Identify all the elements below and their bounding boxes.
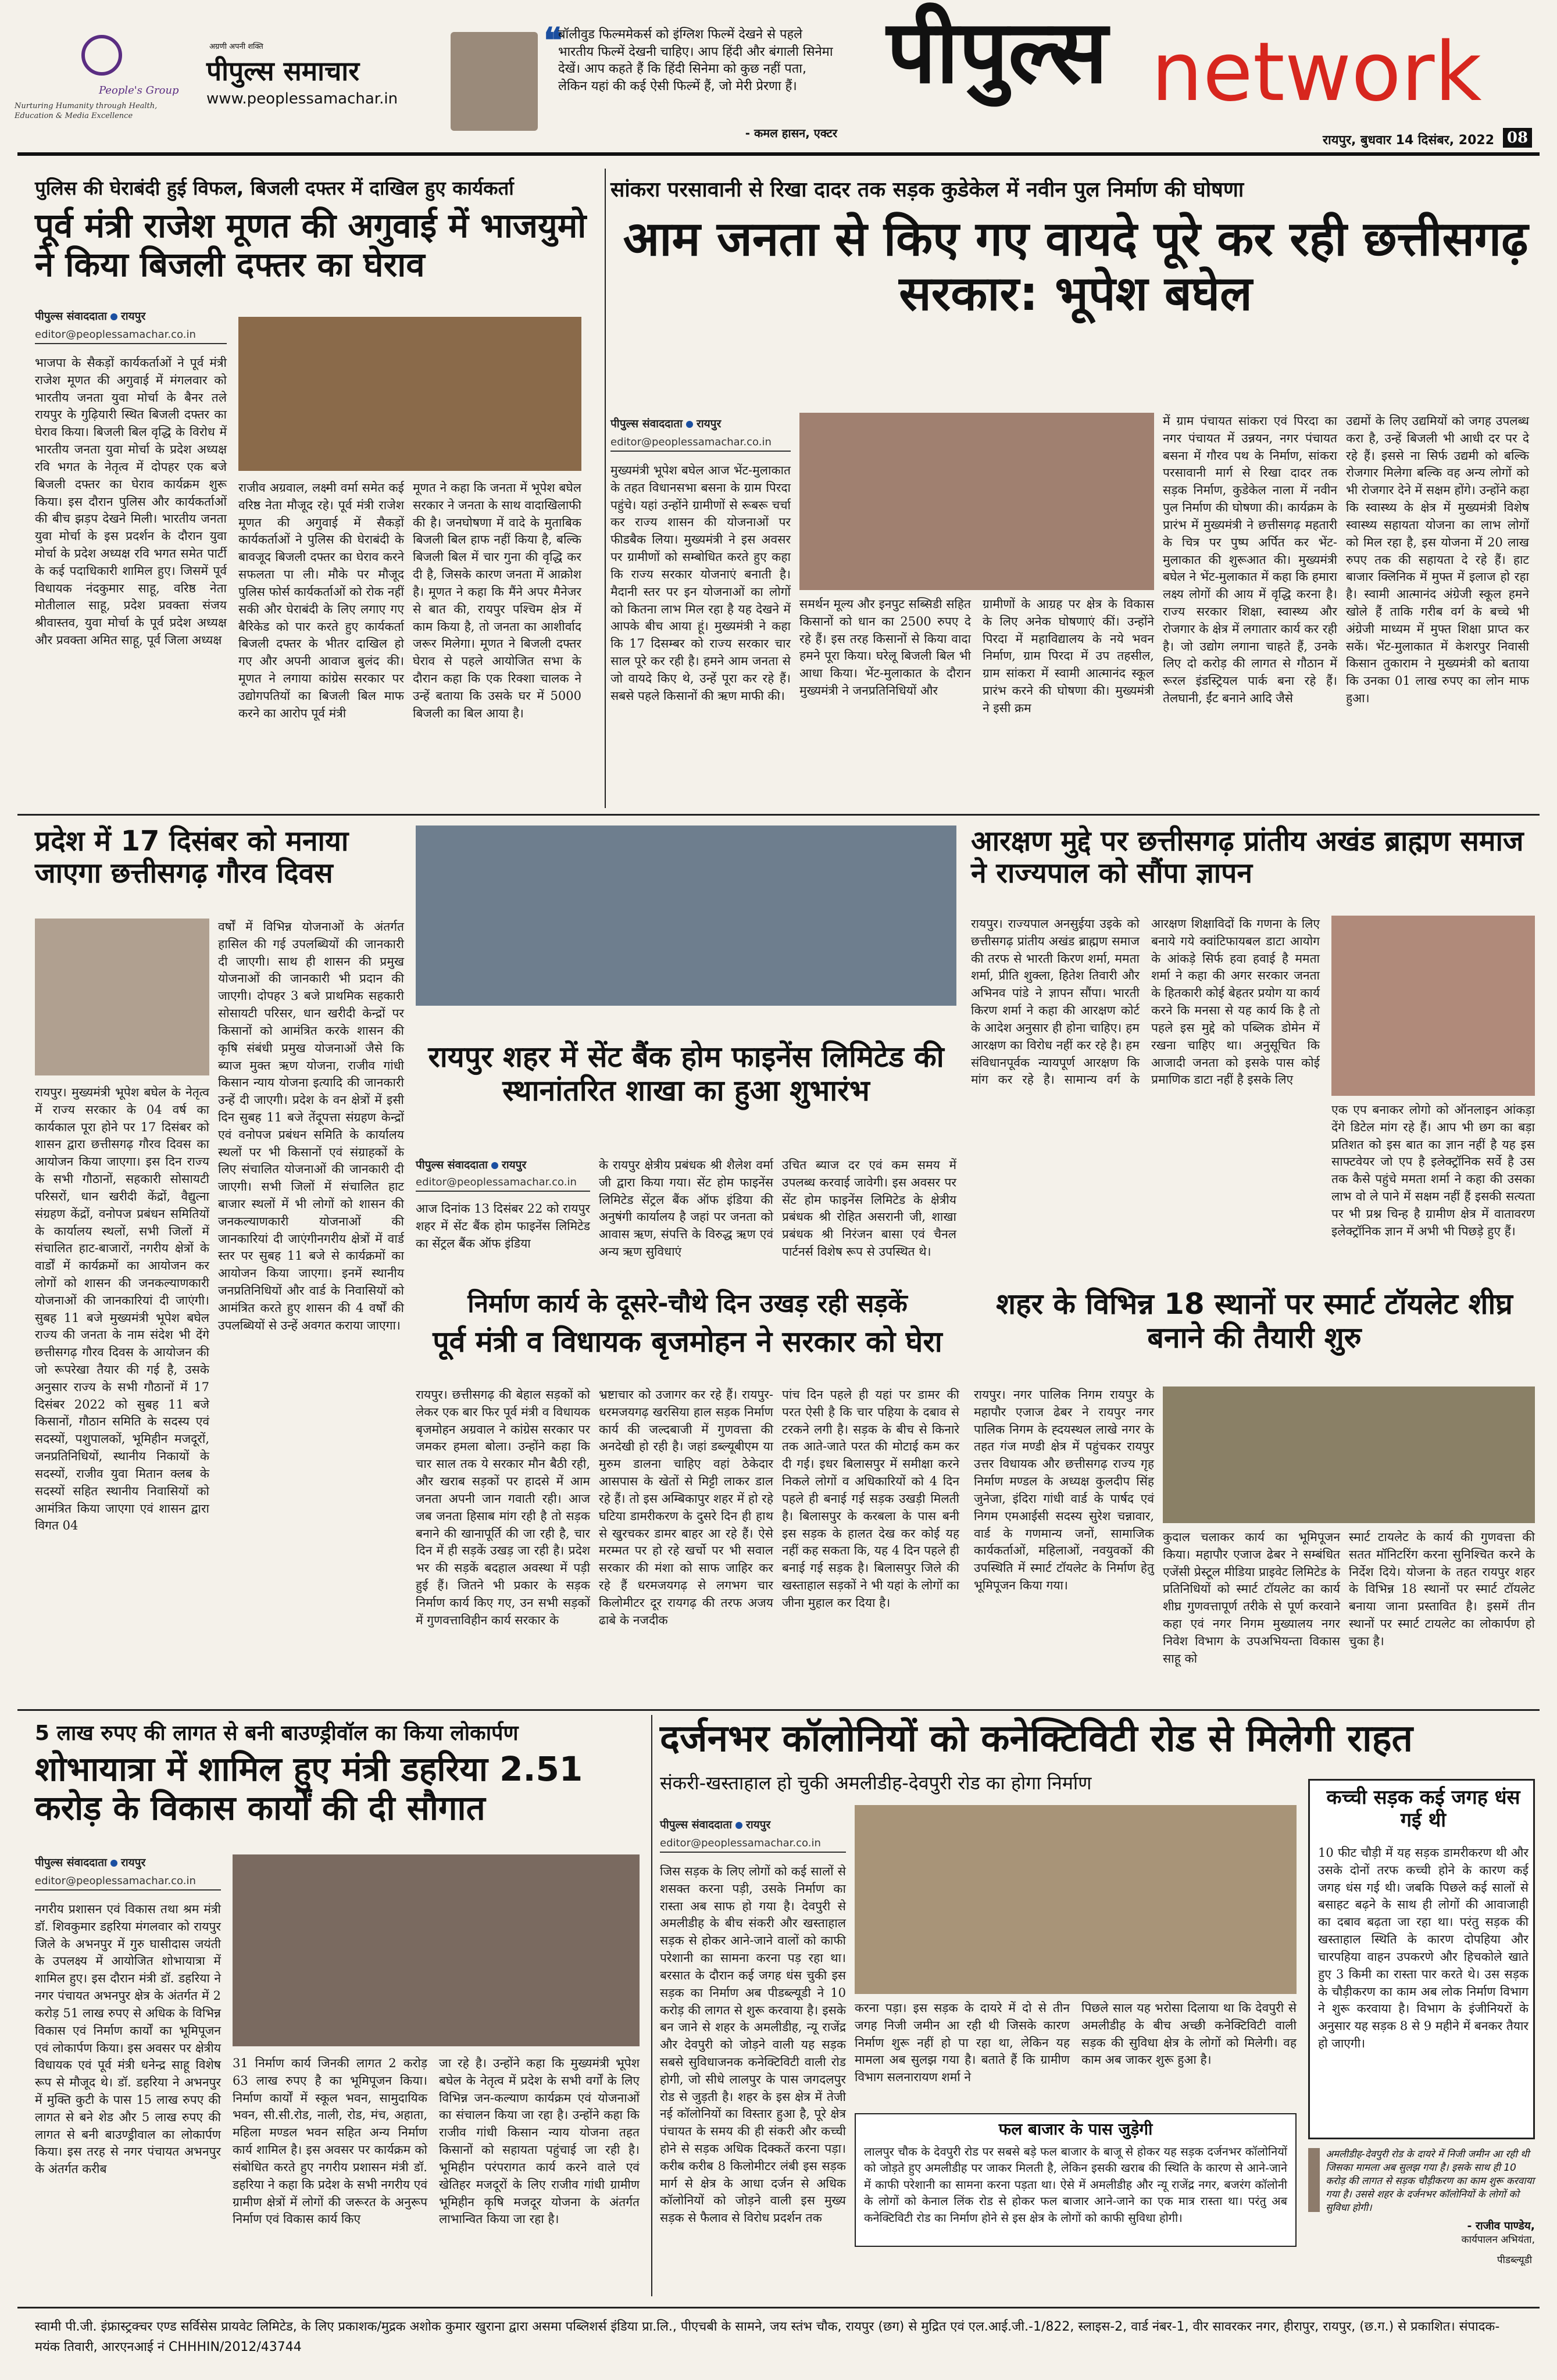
byline-city: रायपुर	[696, 417, 722, 430]
story-broken-roads	[407, 1279, 968, 1709]
byline-city: रायपुर	[501, 1159, 527, 1171]
story-body-3: मूणत ने कहा कि जनता में भूपेश बघेल सरकार ने जनता के साथ वादाखिलाफी की है। जनघोषणा में वादे के मुताबिक बिजली बिल हाफ नहीं किया है, बल्कि बिजली बिल में चार गुना की वृद्धि कर दी है, जिसके कारण जनता में आक्रोश है। मूणत ने कहा कि मैंने अपर मैनेजर से बात की, रायपुर पश्चिम क्षेत्र में काम किया है, तो जनता का आशीर्वाद जरूर मिलेगा। मूणत ने बिजली दफ्तर घेराव से पहले आयोजित सभा के दौरान कहा कि एक रिक्शा चालक ने उन्हें बताया कि उसके घर में 5000 बिजली का बिल आया है।	[413, 481, 581, 720]
byline-name: पीपुल्स संवाददाता	[660, 1818, 732, 1831]
story-body-2: राजीव अग्रवाल, लक्ष्मी वर्मा समेत कई वरिष्ठ नेता मौजूद रहे। पूर्व मंत्री राजेश मूणत की अगुवाई में सैकड़ों कार्यकर्ताओं ने पुलिस की घेराबंदी के बावजूद बिजली दफ्तर का घेराव करने सफलता पा ली। मौके पर मौजूद पुलिस फोर्स कार्यकर्ताओं को रोक नहीं सकी और घेराबंदी के लिए लगाए गए बैरिकेड को पार करते हुए कार्यकर्ता बिजली दफ्तर के भीतर दाखिल हो गए और अपनी आवाज बुलंद की। मूणत ने लगाया कांग्रेस सरकार पर उद्योगपतियों का बिजली बिल माफ करने का आरोप पूर्व मंत्री	[238, 481, 404, 720]
procession-photo	[233, 1854, 640, 2046]
story-headline[interactable]: आम जनता से किए गए वायदे पूरे कर रही छत्तीसगढ़ सरकार: भूपेश बघेल	[623, 212, 1529, 322]
story-bijli-gherao	[17, 163, 599, 814]
story-body-2: 31 निर्माण कार्य जिनकी लागत 2 करोड़ 63 लाख रुपए है का भूमिपूजन किया। निर्माण कार्यों में स्कूल भवन, सामुदायिक भवन, सी.सी.रोड, नाली, रोड, मंच, अहाता, महिला मण्डल भवन सहित अन्य निर्माण कार्य शामिल है। इस अवसर पर कार्यक्रम को संबोधित करते हुए नगरीय प्रशासन मंत्री डॉ. डहरिया ने कहा कि प्रदेश के सभी नगरीय एवं ग्रामीण क्षेत्रों में लोगों की जरूरत के अनुरूप निर्माण एवं विकास कार्य किए	[233, 2056, 427, 2227]
bhoomipujan-photo	[1163, 1386, 1535, 1523]
byline-dot-icon	[491, 1162, 498, 1169]
peoples-group-logo-icon	[81, 35, 122, 76]
official-quote-text: अमलीडीह-देवपुरी रोड के दायरे में निजी जमीन आ रही थी जिसका मामला अब सुलझ गया है। इसके साथ ही 10 करोड़ की लागत से सड़क चौड़ीकरण का काम शुरू करवाया गया है। उससे शहर के दर्जनभर कॉलोनियों के लोगों को सुविधा होगी।	[1326, 2149, 1534, 2214]
story-kicker: पुलिस की घेराबंदी हुई विफल, बिजली दफ्तर में दाखिल हुए कार्यकर्ता	[35, 177, 514, 199]
story-cent-bank	[407, 817, 962, 1276]
story-body-2: कुदाल चलाकर कार्य का भूमिपूजन किया। महापौर एजाज ढेबर ने सम्बंधित एजेंसी प्रेस्टूल मीडिया प्राइवेट लिमिटेड के प्रतिनिधियों को स्मार्ट टॉयलेट का कार्य शीघ्र गुणवत्तापूर्ण तरीके से पूर्ण करवाने कहा एवं नगर निगम मुख्यालय नगर निवेश विभाग के उपअभियन्ता विकास साहू को	[1163, 1530, 1340, 1666]
story-body-3: जा रहे है। उन्होंने कहा कि मुख्यमंत्री भूपेश बघेल के नेतृत्व में प्रदेश के सभी वर्गों के लिए विभिन्न जन-कल्याण कार्यक्रम एवं योजनाओं का संचालन किया जा रहा है। उन्होंने कहा कि राजीव गांधी किसान न्याय योजना तहत किसानों को सहायता पहुंचाई जा रही है। भूमिहीन परंपरागत कार्य करने वाले एवं खेतिहर मजदूरों के लिए राजीव गांधी ग्रामीण भूमिहीन कृषि मजदूर योजना के अंतर्गत लाभान्वित किया जा रहा है।	[439, 2056, 640, 2227]
network-word: network	[1151, 25, 1482, 120]
story-headline[interactable]: शहर के विभिन्न 18 स्थानों पर स्मार्ट टॉयलेट शीघ्र बनाने की तैयारी शुरु	[996, 1287, 1513, 1355]
story-body-5: उद्यमों के लिए उद्यमियों को जगह उपलब्ध करा है, उन्हें बिजली भी आधी दर पर दे रहे हैं। इससे ना सिर्फ उद्यमी को बल्कि रोजगार मिलेगा बल्कि वह अन्य लोगों को भी रोजगार देने में सक्षम होंगे। उन्होंने कहा कि स्वास्थ्य के क्षेत्र में मुख्यमंत्री विशेष स्वास्थ्य सहायता योजना का लाभ लोगों को मिल रहा है, इस योजना में 20 लाख रुपए तक की सहायता दे रहे हैं। हाट बाजार क्लिनिक में मुफ्त में इलाज हो रहा है। स्वामी आत्मानंद अंग्रेजी स्कूल हमने खोले हैं ताकि गरीब वर्ग के बच्चे भी अंग्रेजी माध्यम में मुफ्त शिक्षा प्राप्त कर सकें। भेंट-मुलाकात में केशरपुर निवासी किसान तुकाराम ने मुख्यमंत्री को बताया कि उनका 01 लाख रुपए का लोन माफ हुआ।	[1346, 414, 1529, 705]
official-dept: पीडब्ल्यूडी	[1497, 2254, 1532, 2266]
story-body-4: में ग्राम पंचायत सांकरा एवं पिरदा का नगर पंचायत में उन्नयन, नगर पंचायत बसना में गौरव पथ के निर्माण, सांकरा परसावानी मार्ग से रिखा दादर तक सड़क निर्माण, कुडेकेल नाला में नवीन पुल निर्माण की घोषणा की। कार्यक्रम के प्रारंभ में मुख्यमंत्री ने छत्तीसगढ़ महतारी के चित्र पर पुष्प अर्पित कर भेंट-मुलाकात की शुरूआत की। मुख्यमंत्री बघेल ने भेंट-मुलाकात में कहा कि हमारा लक्ष्य लोगों की आय में वृद्धि करना है। राज्य सरकार शिक्षा, स्वास्थ्य और रोजगार के क्षेत्र में लगातार कार्य कर रही है। जो उद्योग लगाना चाहते हैं, उनके लिए दो करोड़ की लागत से गौठान में रूरल इंडस्ट्रियल पार्क बना रहे हैं। तेलघानी, ईंट बनाने आदि जैसे	[1163, 414, 1337, 705]
quote-mark-icon: ❝	[544, 20, 563, 61]
story-dahariya	[17, 1712, 648, 2305]
story-body-1: भाजपा के सैकड़ों कार्यकर्ताओं ने पूर्व मंत्री राजेश मूणत की अगुवाई में मंगलवार को भारतीय जनता युवा मोर्चा के बैनर तले रायपुर के गुढ़ियारी स्थित बिजली दफ्तर का घेराव किया। बिजली बिल वृद्धि के विरोध में भारतीय जनता युवा मोर्चा के प्रदेश अध्यक्ष रवि भगत के नेतृत्व में दोपहर एक बजे बिजली दफ्तर का घेराव कार्यक्रम शुरू किया। इस दौरान पुलिस और कार्यकर्ताओं की बीच झड़प देखने मिली। भारतीय जनता युवा मोर्चा के इस प्रदर्शन के दौरान युवा मोर्चा के प्रदेश अध्यक्ष रवि भगत समेत पार्टी के कई पदाधिकारी शामिल हुए। जिसमें पूर्व विधायक नंदकुमार साहू, वरिष्ठ नेता मोतीलाल साहू, प्रदेश प्रवक्ता संजय श्रीवास्तव, युवा मोर्चा के पूर्व प्रदेश अध्यक्ष और प्रवक्ता अमित साहू, पूर्व जिला अध्यक्ष	[35, 356, 227, 647]
quote-text: बॉलीवुड फिल्ममेकर्स को इंग्लिश फिल्में देखने से पहले भारतीय फिल्में देखनी चाहिए। आप हिंदी और बंगाली सिनेमा देखें। आप कहते हैं कि हिंदी सिनेमा को कुछ नहीं पता, लेकिन यहां की कई ऐसी फिल्में हैं, जो मेरी प्रेरणा हैं।	[558, 27, 833, 94]
story-headline[interactable]: पूर्व मंत्री व विधायक बृजमोहन ने सरकार को घेरा	[433, 1325, 942, 1359]
network-hindi: पीपुल्स	[887, 2, 1108, 103]
cm-portrait-photo	[35, 919, 209, 1075]
story-body-1: नगरीय प्रशासन एवं विकास तथा श्रम मंत्री डॉ. शिवकुमार डहरिया मंगलवार को रायपुर जिले के अभनपुर में गुरु घासीदास जयंती के उपलक्ष्य में आयोजित शोभायात्रा में शामिल हुए। इस दौरान मंत्री डॉ. डहरिया ने नगर पंचायत अभनपुर क्षेत्र के अंतर्गत में 2 करोड़ 51 लाख रुपए से अधिक के विभिन्न विकास एवं निर्माण कार्यों का भूमिपूजन एवं लोकार्पण किया। इस अवसर पर क्षेत्रीय विधायक एवं पूर्व मंत्री धनेन्द्र साहू विशेष रूप से मौजूद थे। डॉ. डहरिया ने अभनपुर में मुक्ति कुटी के पास 15 लाख रुपए की लागत से बने शेड और 5 लाख रुपए की लागत से बनी बाउण्ड्रीवाल का लोकार्पण किया। इस तरह से नगर पंचायत अभनपुर के अंतर्गत करीब	[35, 1902, 221, 2177]
byline	[610, 416, 791, 431]
section-rule	[17, 1709, 1540, 1711]
story-headline[interactable]: आरक्षण मुद्दे पर छत्तीसगढ़ प्रांतीय अखंड ब्राह्मण समाज ने राज्यपाल को सौंपा ज्ञापन	[971, 825, 1524, 890]
byline-name: पीपुल्स संवाददाता	[35, 310, 107, 323]
governor-memorandum-photo	[1331, 916, 1535, 1096]
story-body-3: पांच दिन पहले ही यहां पर डामर की परत ऐसी है कि चार पहिया के दबाव से टरकने लगी है। सड़क के बीच से किनारे तक आते-जाते परत की मोटाई कम कर दी गई। इधर बिलासपुर में समीक्षा करने निकले लोगों व अधिकारियों को 4 दिन पहले ही बनाई गई सड़क उखड़ी मिलती है। बिलासपुर के करबला के पास बनी इस सड़क के हालत देख कर कोई यह नहीं कह सकता कि, यह 4 दिन पहले ही बनाई गई सड़क है। बिलासपुर जिले की खस्ताहाल सड़कों ने भी यहां के लोगों का जीना मुहाल कर दिया है।	[782, 1388, 959, 1610]
imprint-line: स्वामी पी.जी. इंफ्रास्ट्रक्चर एण्ड सर्विसेस प्रायवेट लिमिटेड, के लिए प्रकाशक/मुद्रक अशोक कुमार खुराना द्वारा असमा पब्लिशर्स इंडिया प्रा.लि., पीएचबी के सामने, जय स्तंभ चौक, रायपुर (छग) से मुद्रित एवं एल.आई.जी.-1/822, स्लाइस-2, वार्ड नंबर-1, वीर सावरकर नगर, हीरापुर, रायपुर, (छ.ग.) से प्रकाशित। संपादक- मयंक तिवारी, आरएनआई नं CHHHIN/2012/43744	[35, 2320, 1500, 2355]
official-name: - राजीव पाण्डेय,	[1467, 2220, 1535, 2232]
sidebar-box	[855, 2113, 1297, 2247]
story-headline[interactable]: दर्जनभर कॉलोनियों को कनेक्टिविटी रोड से मिलेगी राहत	[660, 1717, 1413, 1760]
byline-dot-icon	[110, 1860, 117, 1867]
story-body-3: पिछले साल यह भरोसा दिलाया था कि देवपुरी से अमलीडीह के बीच अच्छी कनेक्टिविटी वाली सड़क की सुविधा क्षेत्र के लोगों को मिलेगी। वह काम अब जाकर शुरू हुआ है।	[1081, 2001, 1297, 2067]
info-box	[1308, 1779, 1535, 2139]
masthead-small-top: अग्रणी अपनी शक्ति	[209, 42, 263, 51]
official-photo	[1308, 2148, 1320, 2212]
story-body-3: स्मार्ट टायलेट के कार्य की गुणवत्ता की सतत मॉनिटरिंग करना सुनिश्चित करने के निर्देश दिये। योजना के तहत रायपुर शहर के विभिन्न 18 स्थानों पर स्मार्ट टॉयलेट बनाया जाना प्रस्तावित है। इसमें तीन स्थानों पर स्मार्ट टायलेट का लोकार्पण हो चुका है।	[1349, 1530, 1535, 1648]
email[interactable]: editor@peoplessamachar.co.in	[35, 328, 227, 344]
byline-city: रायपुर	[120, 310, 146, 323]
byline-city: रायपुर	[745, 1818, 771, 1831]
paper-name: पीपुल्स समाचार	[206, 55, 360, 87]
info-box-title: कच्ची सड़क कई जगह धंस गई थी	[1326, 1786, 1520, 1832]
byline-dot-icon	[686, 421, 693, 428]
section-rule	[17, 814, 1540, 816]
story-body-2: एक एप बनाकर लोगो को ऑनलाइन आंकड़ा देंगे डिटेल मांग रहे हैं। आप भी छग का बड़ा प्रतिशत को इस बात का ज्ञान नहीं है यह इस साफ्टवेयर जो एप है इलेक्ट्रॉनिक सर्वे है उस तक कैसे पहुंचे ममता शर्मा ने कहा की उसका लाभ वो ले पाने में सक्षम नहीं हैं इसकी सत्यता पर भी प्रश्न चिन्ह है ग्रामीण क्षेत्र में वातावरण इलेक्ट्रॉनिक ज्ञान में अभी भी पिछड़े हुए हैं।	[1331, 1103, 1535, 1238]
email[interactable]: editor@peoplessamachar.co.in	[660, 1837, 846, 1853]
website[interactable]: www.peoplessamachar.in	[206, 90, 398, 108]
story-kicker: 5 लाख रुपए की लागत से बनी बाउण्ड्रीवॉल का किया लोकार्पण	[35, 1721, 519, 1745]
story-body-1: रायपुर। नगर पालिक निगम रायपुर के महापौर एजाज ढेबर ने रायपुर नगर पालिक निगम के ह्दयस्थल लाखे नगर के तहत गंज मण्डी क्षेत्र में पहुंचकर रायपुर उत्तर विधायक और छत्तीसगढ़ राज्य गृह निर्माण मण्डल के अध्यक्ष कुलदीप सिंह जुनेजा, इंदिरा गांधी वार्ड के पार्षद एवं निगम एमआईसी सदस्य सुरेश चन्नावार, वार्ड के गणमान्य जनों, सामाजिक कार्यकर्ताओं, महिलाओं, नवयुवकों की उपस्थिति में स्मार्ट टॉयलेट के निर्माण हेतु भूमिपूजन किया गया।	[974, 1388, 1154, 1592]
bank-inauguration-photo	[416, 826, 956, 1006]
official-role: कार्यपालन अभियंता,	[1461, 2234, 1535, 2246]
byline-name: पीपुल्स संवाददाता	[416, 1159, 488, 1171]
story-headline[interactable]: पूर्व मंत्री राजेश मूणत की अगुवाई में भाजयुमो ने किया बिजली दफ्तर का घेराव	[35, 206, 587, 284]
story-brahmin-samaj	[965, 817, 1541, 1276]
email[interactable]: editor@peoplessamachar.co.in	[610, 436, 791, 452]
story-cm-pirda	[610, 163, 1541, 814]
byline-city: रायपुर	[120, 1856, 146, 1869]
story-body-3: ग्रामीणों के आग्रह पर क्षेत्र के विकास के लिए अनेक घोषणाएं कीं। उन्होंने पिरदा में महाविद्यालय के नये भवन निर्माण, ग्राम पिरदा में उप तहसील, ग्राम सांकरा में स्वामी आत्मानंद स्कूल प्रारंभ करने की घोषणा की। मुख्यमंत्री ने इसी क्रम	[983, 597, 1154, 715]
byline	[660, 1817, 846, 1832]
column-divider	[605, 169, 606, 808]
story-headline[interactable]: शोभायात्रा में शामिल हुए मंत्री डहरिया 2.51 करोड़ के विकास कार्यों की दी सौगात	[35, 1749, 583, 1828]
story-kicker: निर्माण कार्य के दूसरे-चौथे दिन उखड़ रही सड़कें	[467, 1289, 908, 1318]
page-number: 08	[1503, 128, 1532, 148]
byline-dot-icon	[735, 1822, 742, 1829]
group-tag: People's Group	[99, 84, 179, 97]
masthead	[0, 0, 1557, 151]
column-divider	[651, 1715, 652, 2296]
story-body-2: वर्षों में विभिन्न योजनाओं के अंतर्गत हासिल की गई उपलब्धियों की जानकारी दी जाएगी। साथ ही शासन की प्रमुख योजनाओं की जानकारी भी प्रदान की जाएगी। दोपहर 3 बजे प्राथमिक सहकारी सोसायटी परिसर, धान खरीदी केन्द्रों पर किसानों को आमंत्रित करके शासन की कृषि संबंधी प्रमुख योजनाओं जैसे कि ब्याज मुक्त ऋण योजना, राजीव गांधी किसान न्याय योजना इत्यादि की जानकारी उन्हें दी जाएगी। प्रदेश के वन क्षेत्रों में इसी दिन सुबह 11 बजे तेंदूपत्ता संग्रहण केन्द्रों एवं वनोपज प्रबंधन समिति के कार्यालय स्थलों पर भी किसानों एवं संग्राहकों के लिए संचालित योजनाओं की जानकारी दी जाएगी। सभी जिलों में संचालित हाट बाजार स्थलों में भी लोगों को शासन की जनकल्याणकारी योजनाओं की जानकारियां दी जाएंगीनगरीय क्षेत्रों में वार्ड स्तर पर सुबह 11 बजे से कार्यक्रमों का आयोजन किया जाएगा। इनमें स्थानीय जनप्रतिनिधियों और वार्ड के निवासियों को आमंत्रित करते हुए शासन की 4 वर्षों की उपलब्धियों से उन्हें अवगत कराया जाएगा।	[218, 920, 404, 1332]
story-headline[interactable]: प्रदेश में 17 दिसंबर को मनाया जाएगा छत्तीसगढ़ गौरव दिवस	[35, 825, 349, 890]
author-portrait	[451, 32, 538, 131]
email[interactable]: editor@peoplessamachar.co.in	[35, 1875, 221, 1891]
cm-meeting-photo	[799, 413, 1154, 590]
story-gaurav-diwas	[17, 817, 407, 1706]
story-body-2: समर्थन मूल्य और इनपुट सब्सिडी सहित किसानों को धान का 2500 रुपए दे रहे हैं। इस तरह किसानों से किया वादा हमने पूरा किया। घरेलू बिजली बिल भी आधा किया। भेंट-मुलाकात के दौरान मुख्यमंत्री ने जनप्रतिनिधियों और	[799, 597, 971, 698]
byline	[35, 1854, 221, 1870]
story-body-2: भ्रष्टाचार को उजागर कर रहे हैं। रायपुर-धरमजयगढ़ खरसिया हाल सड़क निर्माण कार्य की जल्दबाजी में गुणवत्ता की अनदेखी हो रही है। जहां डब्ल्यूबीएम या मुरुम डालना चाहिए वहां ठेकेदार आसपास के खेतों से मिट्टी लाकर डाल रहे हैं। तो इस अम्बिकापुर शहर में हो रहे घटिया डामरीकरण के दुसरे दिन ही हाथ से खुरचकर डामर बाहर आ रहे हैं। ऐसे मरम्मत पर हो रहे खर्चो पर भी सवाल सरकार की मंशा को साफ जाहिर कर रहे हैं धरमजयगढ़ से लगभग चार किलोमीटर दूर रायगढ़ की तरफ अजय ढाबे के नजदीक	[599, 1388, 773, 1627]
story-body-1: रायपुर। मुख्यमंत्री भूपेश बघेल के नेतृत्व में राज्य सरकार के 04 वर्ष का कार्यकाल पूरा होने पर 17 दिसंबर को शासन द्वारा छत्तीसगढ़ गौरव दिवस का आयोजन किया जाएगा। इस दिन राज्य के सभी गौठानों, सहकारी सोसायटी परिसरों, धान खरीदी केंद्रों, वैद्युत्ना संग्रहण केंद्रों, वनोपज प्रबंधन समितियों के कार्यालय स्थलों, सभी जिलों में संचालित हाट-बाजारों, नगरीय क्षेत्रों के वार्डों में कार्यक्रमों का आयोजन कर लोगों को शासन की जनकल्याणकारी योजनाओं की जानकारियां दी जाएंगी। सुबह 11 बजे मुख्यमंत्री भूपेश बघेल राज्य की जनता के नाम संदेश भी देंगे छत्तीसगढ़ गौरव दिवस के आयोजन की जो रूपरेखा तैयार की गई है, उसके अनुसार राज्य के सभी गौठानों में 17 दिसंबर 2022 को सुबह 11 बजे किसानों, गौठान समिति के सदस्य एवं सदस्यों, पशुपालकों, भूमिहीन मजदूरों, जनप्रतिनिधियों, स्थानीय निकायों के सदस्यों, राजीव युवा मितान क्लब के सदस्यों सहित स्थानीय निवासियों को आमंत्रित किया जाएगा एवं शासन द्वारा विगत 04	[35, 1085, 209, 1533]
story-body-1: रायपुर। राज्यपाल अनसुईया उइके को छत्तीसगढ़ प्रांतीय अखंड ब्राह्मण समाज की तरफ से भारती किरण शर्मा, ममता शर्मा, प्रीति शुक्ला, हितेश तिवारी और अभिनव पांडे ने ज्ञापन सौंपा। भारती किरण शर्मा ने कहा की आरक्षण कोर्ट के आदेश अनुसार ही होना चाहिए। हम आरक्षण का विरोध नहीं कर रहे है। हम संविधानपूर्वक न्यायपूर्ण आरक्षण कि मांग कर रहे है। सामान्य वर्ग के आरक्षण शिक्षाविदों कि गणना के लिए बनाये गये क्वांटिफायबल डाटा आयोग के आंकड़े सिर्फ हवा हवाई है ममता शर्मा ने कहा की अगर सरकार जनता के हितकारी कोई बेहतर प्रयोग या कार्य करने कि मनसा से यह कार्य कि है तो पहले इस मुद्दे को पब्लिक डोमेन में रखना चाहिए था। अनुसूचित कि आजादी जनता को इसके पास कोई प्रमाणिक डाटा नहीं है इसके लिए	[971, 917, 1320, 1087]
story-body-1: जिस सड़क के लिए लोगों को कई सालों से शसक्त करना पड़ी, उसके निर्माण का रास्ता अब साफ हो गया है। देवपुरी से अमलीडीह के बीच संकरी और खस्ताहाल सड़क से होकर आने-जाने वालों को काफी परेशानी का सामना करना पड़ रहा था। बरसात के दौरान कई जगह धंस चुकी इस सड़क का निर्माण अब पीडब्ल्यूडी ने 10 करोड़ की लागत से शुरू करवाया है। इसके बन जाने से शहर के अमलीडीह, न्यू राजेंद्र और देवपुरी को जोड़ने वाली यह सड़क सबसे सुविधाजनक कनेक्टिविटी वाली रोड होगी, जो सीधे लालपुर के पास जगदलपुर रोड से जुड़ती है। शहर के इस क्षेत्र में तेजी नई कॉलोनियों का विस्तार हुआ है, पूरे क्षेत्र पंचायत के समय की ही संकरी और कच्ची होने से सड़क अधिक दिक्कतें करना पड़ा। करीब करीब 8 किलोमीटर लंबी इस सड़क मार्ग से क्षेत्र के आधा दर्जन से अधिक कॉलोनियों को जोड़ने वाली इस मुख्य सड़क से फैलाव से विरोध प्रदर्शन तक	[660, 1864, 846, 2225]
story-body-1: मुख्यमंत्री भूपेश बघेल आज भेंट-मुलाकात के तहत विधानसभा बसना के ग्राम पिरदा पहुंचे। यहां उन्होंने ग्रामीणों से रूबरू चर्चा कर राज्य शासन की योजनाओं पर फीडबैक लिया। मुख्यमंत्री ने इस अवसर पर ग्रामीणों को सम्बोधित करते हुए कहा कि राज्य सरकार योजनाएं बनाती है। मैदानी स्तर पर इन योजनाओं का लोगों को कितना लाभ मिल रहा है यह देखने में आपके बीच आया हूं। मुख्यमंत्री ने कहा कि 17 दिसम्बर को राज्य सरकार चार साल पूरे कर रही है। हमने आम जनता से जो वायदे किए थे, उन्हें पूरा कर रहे हैं। सबसे पहले किसानों की ऋण माफी की।	[610, 463, 791, 703]
masthead-rule	[17, 152, 1540, 156]
story-headline[interactable]: रायपुर शहर में सेंट बैंक होम फाइनेंस लिमिटेड की स्थानांतरित शाखा का हुआ शुभारंभ	[428, 1040, 944, 1107]
story-body-1: आज दिनांक 13 दिसंबर 22 को रायपुर शहर में सेंट बैंक होम फाइनेंस लिमिटेड का सेंट्रल बैंक ऑफ इंडिया	[416, 1202, 591, 1250]
email[interactable]: editor@peoplessamachar.co.in	[416, 1176, 590, 1192]
road-construction-photo	[855, 1805, 1297, 1994]
info-box-body: 10 फीट चौड़ी में यह सड़क डामरीकरण थी और उसके दोनों तरफ कच्ची होने के कारण कई जगह धंस गई थी। जबकि पिछले कई सालों से बसाहट बढ़ने के साथ ही लोगों की आवाजाही का दबाव बढ़ता जा रहा था। परंतु सड़क की खस्ताहाल स्थिति के कारण दोपहिया और चारपहिया वाहन उपकरणे और हिचकोले खाते हुए 3 किमी का रास्ता पार करते थे। उस सड़क के चौड़ीकरण का काम अब लोक निर्माण विभाग ने शुरू करवाया है। विभाग के इंजीनियरों के अनुसार यह सड़क 8 से 9 महीने में बनकर तैयार हो जाएगी।	[1318, 1846, 1529, 2050]
byline	[416, 1157, 590, 1172]
story-body-2: करना पड़ा। इस सड़क के दायरे में दो से तीन जगह निजी जमीन आ रही थी जिसके कारण निर्माण शुरू नहीं हो पा रहा था, लेकिन यह मामला अब सुलझ गया है। बताते हैं कि ग्रामीण विभाग सलनारायण शर्मा ने	[855, 2001, 1070, 2085]
byline	[35, 308, 227, 323]
byline-dot-icon	[110, 313, 117, 320]
story-smart-toilet	[968, 1279, 1541, 1709]
story-body-1: रायपुर। छत्तीसगढ़ की बेहाल सड़कों को लेकर एक बार फिर पूर्व मंत्री व विधायक बृजमोहन अग्रवाल ने कांग्रेस सरकार पर जमकर हमला बोला। उन्होंने कहा कि चार साल तक ये सरकार मौन बैठी रही, और खराब सड़कों पर हादसे में आम जनता अपनी जान गवाती रही। आज जब जनता हिसाब मांग रही है तो सड़क बनाने की खानापूर्ति की जा रही है, चार दिन में ही सड़कें उखड़ जा रही है। प्रदेश भर की सड़कें बदहाल अवस्था में पड़ी हुई हैं। जितने भी प्रकार के सड़क निर्माण कार्य किए गए, उन सभी सड़कों में गुणवत्ताविहीन कार्य सरकार के	[416, 1388, 590, 1627]
byline-name: पीपुल्स संवाददाता	[610, 417, 683, 430]
byline-name: पीपुल्स संवाददाता	[35, 1856, 107, 1869]
sidebar-body: लालपुर चौक के देवपुरी रोड पर सबसे बड़े फल बाजार के बाजू से होकर यह सड़क दर्जनभर कॉलोनियों को जोड़ते हुए अमलीडीह पर जाकर मिलती है, लेकिन इसकी खराब की स्थिति के कारण से आने-जाने में काफी परेशानी का सामना करना पड़ता था। ऐसे में अमलीडीह और न्यू राजेंद्र नगर, बजरंग कॉलोनी के लोगों को केनाल लिंक रोड से होकर फल बाजार आने-जाने का एक मात्र रास्ता था। परंतु अब कनेक्टिविटी रोड का निर्माण होने से इस क्षेत्र के लोगों को काफी सुविधा होगी।	[864, 2145, 1287, 2225]
story-body-2: के रायपुर क्षेत्रीय प्रबंधक श्री शैलेश वर्मा जी द्वारा किया गया। सेंट होम फाइनेंस लिमिटेड सेंट्रल बैंक ऑफ इंडिया की अनुषंगी कार्यालय है जहां पर जनता को आवास ऋण, संपत्ति के विरुद्ध ऋण एवं अन्य ऋण सुविधाएं	[599, 1158, 773, 1259]
story-connectivity-road	[654, 1712, 1541, 2305]
official-quote	[1308, 2145, 1535, 2250]
story-body-3: उचित ब्याज दर एवं कम समय में उपलब्ध करवाई जावेगी। इस अवसर पर सेंट होम फाइनेंस लिमिटेड के क्षेत्रीय प्रबंधक श्री रोहित असरानी जी, शाखा प्रबंधक श्री निरंजन बासा एवं चैनल पार्टनर्स विशेष रूप से उपस्थित थे।	[782, 1158, 956, 1259]
story-subhead: संकरी-खस्ताहाल हो चुकी अमलीडीह-देवपुरी रोड का होगा निर्माण	[660, 1772, 1092, 1794]
story-kicker: सांकरा परसावानी से रिखा दादर तक सड़क कुडेकेल में नवीन पुल निर्माण की घोषणा	[610, 178, 1244, 202]
dateline: रायपुर, बुधवार 14 दिसंबर, 2022	[1323, 133, 1494, 148]
footer-rule	[17, 2307, 1540, 2308]
group-tagline: Nurturing Humanity through Health, Education & Media Excellence	[15, 102, 158, 120]
rally-photo	[238, 317, 581, 471]
sidebar-title: फल बाजार के पास जुड़ेगी	[998, 2120, 1153, 2139]
quote-author: - कमल हासन, एक्टर	[745, 126, 837, 140]
